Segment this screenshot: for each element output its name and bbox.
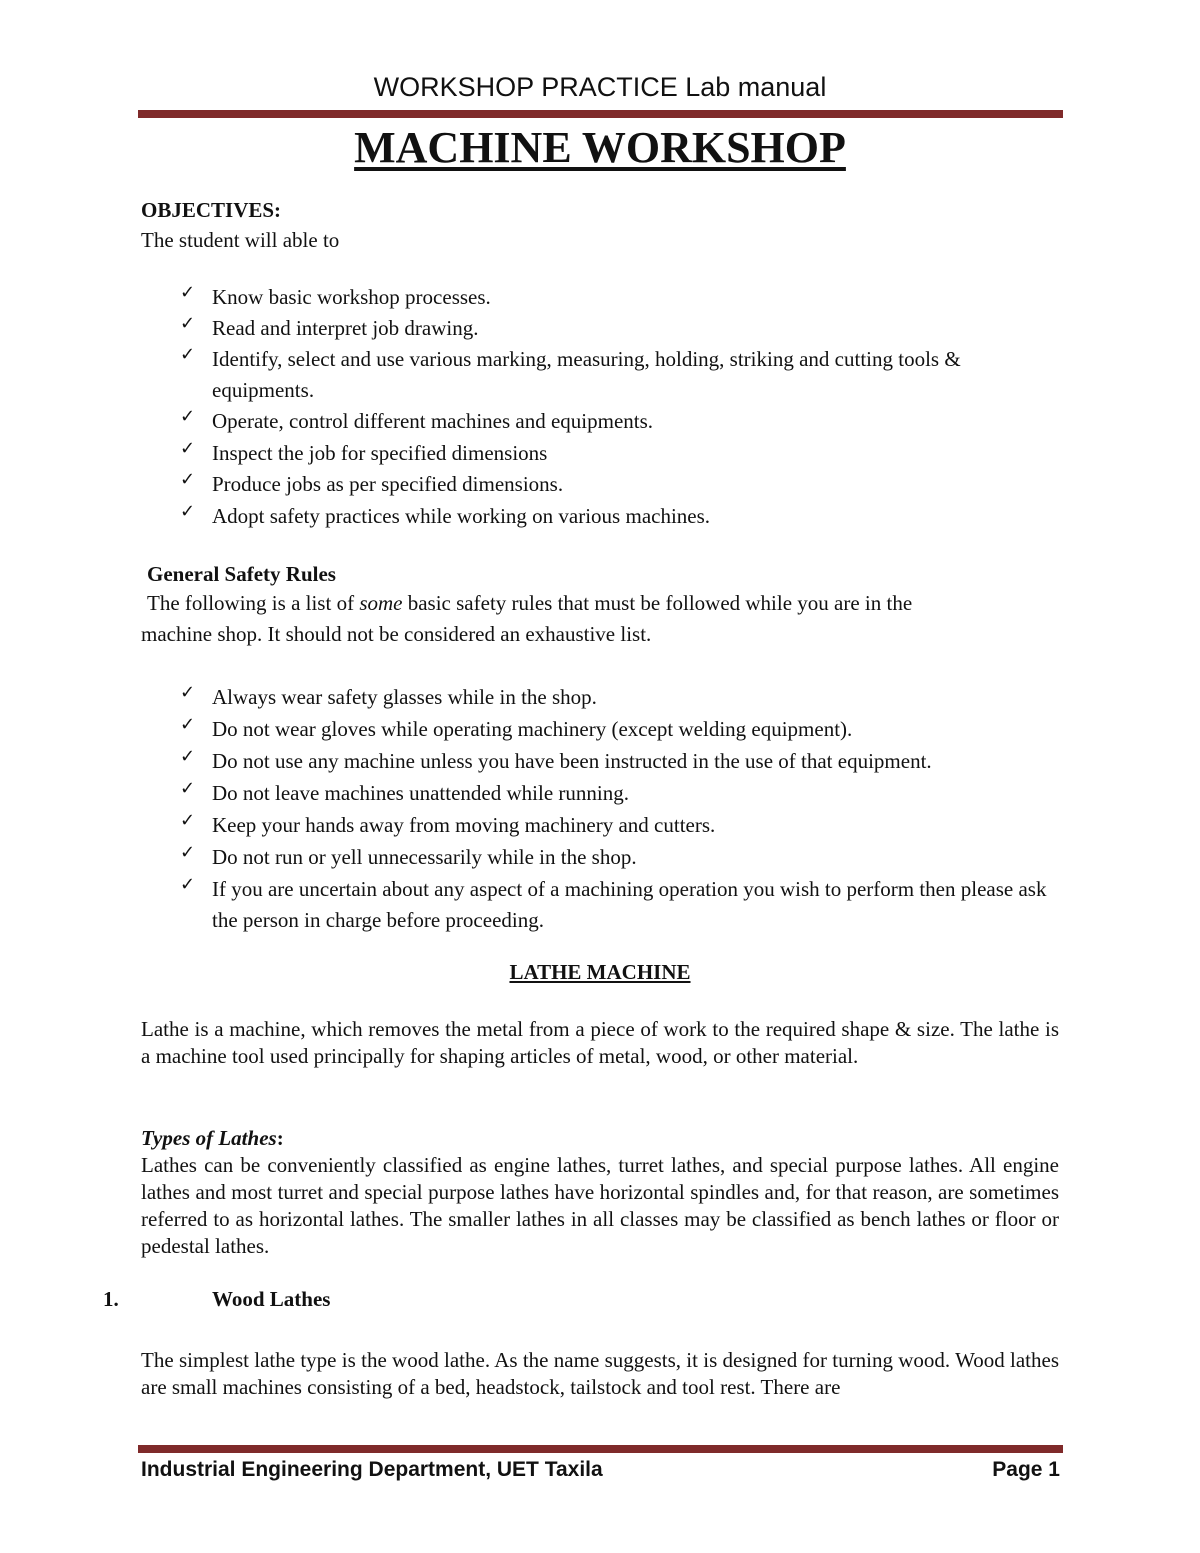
safety-intro-emphasis: some [359, 591, 403, 615]
list-item-text: Know basic workshop processes. [212, 285, 491, 309]
list-item-text: Produce jobs as per specified dimensions. [212, 472, 564, 496]
section-number: 1. [103, 1287, 119, 1311]
list-item-text: Do not use any machine unless you have been instructed in the use of that equipment. [212, 749, 932, 773]
list-item-text: Do not wear gloves while operating machinery (except welding equipment). [212, 717, 853, 741]
safety-heading [147, 562, 1067, 587]
safety-intro-line1 [147, 591, 1067, 616]
types-heading-colon: : [276, 1126, 284, 1150]
footer-rule [138, 1445, 1063, 1453]
check-icon: ✓ [180, 714, 196, 735]
lathe-paragraph: Lathe is a machine, which removes the metal from a piece of work to the required shape & size. The lathe is a machine tool used principally for shaping articles of metal, wood, or other material. [141, 1017, 1059, 1068]
check-icon: ✓ [180, 682, 196, 703]
types-heading [141, 1126, 1061, 1151]
footer-department: Industrial Engineering Department, UET Taxila [141, 1458, 603, 1481]
safety-intro-line2: machine shop. It should not be considered an exhaustive list. [141, 622, 652, 646]
lathe-heading: LATHE MACHINE [509, 960, 691, 984]
safety-intro-before: The following is a list of [147, 591, 360, 615]
check-icon: ✓ [180, 406, 196, 427]
list-item-text: Keep your hands away from moving machinery and cutters. [212, 813, 716, 837]
list-item-text: Do not leave machines unattended while running. [212, 781, 629, 805]
safety-intro-after: basic safety rules that must be followed while you are in the [402, 591, 913, 615]
check-icon: ✓ [180, 282, 196, 303]
check-icon: ✓ [180, 778, 196, 799]
header-rule [138, 110, 1063, 118]
running-header: WORKSHOP PRACTICE Lab manual [373, 72, 827, 102]
objectives-heading [141, 198, 1061, 223]
list-item-text: Always wear safety glasses while in the shop. [212, 685, 597, 709]
check-icon: ✓ [180, 469, 196, 490]
check-icon: ✓ [180, 746, 196, 767]
safety-heading-text: General Safety Rules [147, 562, 336, 586]
page-title: MACHINE WORKSHOP [354, 123, 846, 172]
check-icon: ✓ [180, 874, 196, 895]
check-icon: ✓ [180, 810, 196, 831]
list-item-text: Read and interpret job drawing. [212, 316, 479, 340]
wood-lathes-paragraph: The simplest lathe type is the wood lathe. As the name suggests, it is designed for turning wood. Wood lathes are small machines consisting of a bed, headstock, tailstock and tool rest. There are [141, 1348, 1059, 1399]
types-paragraph: Lathes can be conveniently classified as engine lathes, turret lathes, and special purpose lathes. All engine lathes and most turret and special purpose lathes have horizontal spindles and, for that reason, are sometimes referred to as horizontal lathes. The smaller lathes in all classes may be classified as bench lathes or floor or pedestal lathes. [141, 1153, 1059, 1258]
section-title: Wood Lathes [212, 1287, 331, 1311]
list-item-text: Inspect the job for specified dimensions [212, 441, 548, 465]
list-item-text: Identify, select and use various marking, measuring, holding, striking and cutting tools & equipments. [212, 347, 961, 402]
check-icon: ✓ [180, 501, 196, 522]
list-item-text: Adopt safety practices while working on various machines. [212, 504, 711, 528]
list-item-text: If you are uncertain about any aspect of a machining operation you wish to perform then please ask the person in charge before proceeding. [212, 877, 1047, 932]
objectives-intro: The student will able to [141, 228, 340, 252]
list-item-text: Operate, control different machines and equipments. [212, 409, 654, 433]
types-heading-text: Types of Lathes [141, 1126, 277, 1150]
objectives-heading-text: OBJECTIVES: [141, 198, 282, 222]
footer-page-number: Page 1 [992, 1458, 1060, 1481]
list-item-text: Do not run or yell unnecessarily while in the shop. [212, 845, 637, 869]
check-icon: ✓ [180, 842, 196, 863]
check-icon: ✓ [180, 344, 196, 365]
check-icon: ✓ [180, 313, 196, 334]
check-icon: ✓ [180, 438, 196, 459]
